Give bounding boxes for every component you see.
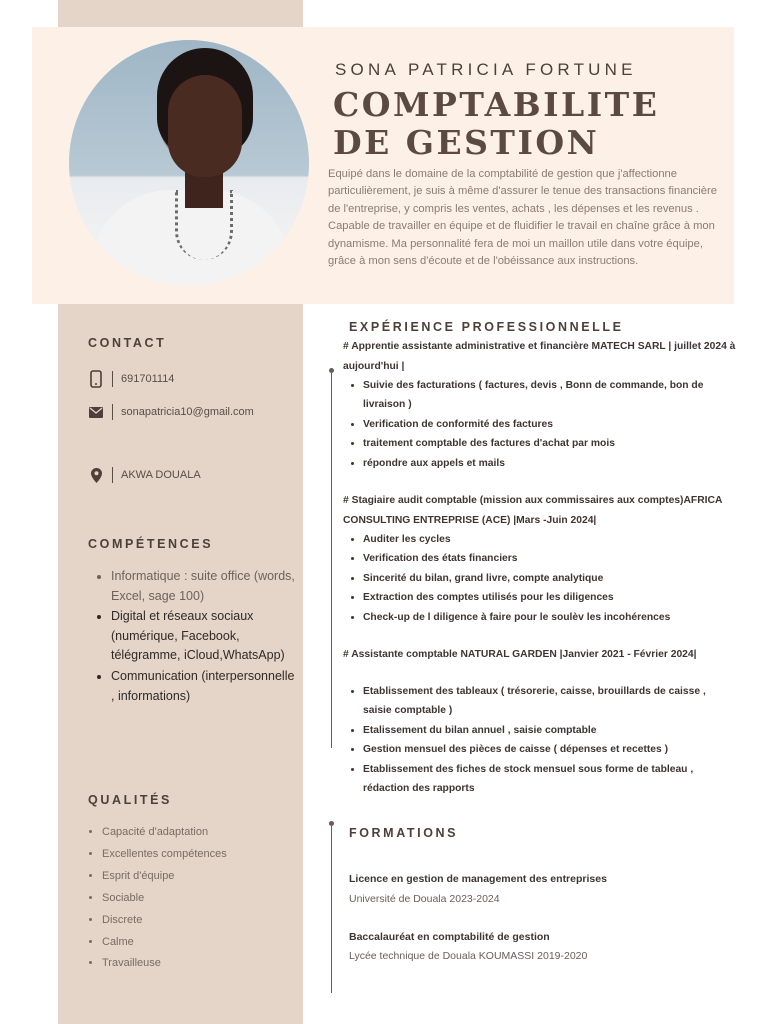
list-item: • Etablissement des fiches de stock mensuel sous forme de tableau , rédaction des rapports [363, 760, 735, 799]
person-name: SONA PATRICIA FORTUNE [335, 60, 637, 79]
list-item: • Gestion mensuel des pièces de caisse ( dépenses et recettes ) [363, 740, 735, 759]
profile-photo [69, 40, 309, 286]
list-item: • Etalissement du bilan annuel , saisie comptable [363, 721, 735, 740]
location-pin-icon [88, 468, 104, 483]
list-item: • Informatique : suite office (words, Excel, sage 100) [111, 567, 301, 606]
list-item: • Calme [102, 932, 227, 954]
skills-list [93, 567, 301, 707]
list-item: • Etablissement des tableaux ( trésorerie, caisse, brouillards de caisse , saisie comptable ) [363, 682, 735, 721]
formation-title: Baccalauréat en comptabilité de gestion [349, 931, 550, 943]
phone-number: 691701114 [121, 373, 175, 385]
location-text: AKWA DOUALA [121, 469, 201, 481]
list-item: • Esprit d'équipe [102, 866, 227, 888]
timeline-line-formations [331, 823, 332, 993]
list-item: • Extraction des comptes utilisés pour les diligences [363, 588, 735, 607]
contact-phone [88, 370, 174, 388]
job-tasks [346, 682, 735, 798]
formations-heading: FORMATIONS [349, 826, 459, 840]
list-item: • traitement comptable des factures d'achat par mois [363, 434, 735, 453]
list-item: • Suivie des facturations ( factures, devis , Bonn de commande, bon de livraison ) [363, 376, 735, 415]
list-item: • Auditer les cycles [363, 530, 735, 549]
list-item: • répondre aux appels et mails [363, 454, 735, 473]
list-item: • Sociable [102, 888, 227, 910]
qualities-heading: QUALITÉS [88, 793, 172, 807]
job-tasks [346, 376, 735, 473]
list-item: • Capacité d'adaptation [102, 822, 227, 844]
job-tasks [346, 530, 735, 627]
list-item: • Communication (interpersonnelle , informations) [111, 667, 301, 706]
timeline-line [331, 370, 332, 748]
contact-email [88, 404, 254, 420]
email-address: sonapatricia10@gmail.com [121, 406, 254, 418]
job-title: COMPTABILITE DE GESTION [333, 85, 660, 162]
experience-heading: EXPÉRIENCE PROFESSIONNELLE [349, 320, 624, 334]
formation-school: Université de Douala 2023-2024 [349, 893, 500, 905]
list-item: • Discrete [102, 910, 227, 932]
formation-school: Lycée technique de Douala KOUMASSI 2019-2020 [349, 950, 588, 962]
list-item: • Check-up de l diligence à faire pour le soulèv les incohérences [363, 608, 735, 627]
list-item: • Travailleuse [102, 953, 227, 975]
skills-heading: COMPÉTENCES [88, 537, 214, 551]
job-header: # Stagiaire audit comptable (mission aux commissaires aux comptes)AFRICA CONSULTING ENTREPRISE (ACE) |Mars -Juin 2024| [343, 495, 722, 526]
list-item: • Sincerité du bilan, grand livre, compte analytique [363, 569, 735, 588]
mail-icon [88, 407, 104, 418]
list-item: • Excellentes compétences [102, 844, 227, 866]
phone-icon [88, 370, 104, 388]
contact-location [88, 467, 201, 483]
list-item: • Verification des états financiers [363, 549, 735, 568]
list-item: • Digital et réseaux sociaux (numérique, Facebook, télégramme, iCloud,WhatsApp) [111, 607, 301, 666]
job-header: # Apprentie assistante administrative et financière MATECH SARL | juillet 2024 à aujourd'hui | [343, 341, 736, 372]
contact-heading: CONTACT [88, 336, 167, 350]
job-header: # Assistante comptable NATURAL GARDEN |Janvier 2021 - Février 2024| [343, 649, 697, 660]
list-item: • Verification de conformité des factures [363, 415, 735, 434]
qualities-list [88, 822, 227, 975]
profile-summary: Equipé dans le domaine de la comptabilité de gestion que j'affectionne particulièrement, je suis à même d'assurer le tenue des transactions financière de l'entreprise, y compris les ventes, achats , les dépenses et les revenus . Capable de travailler en équipe et de fluidifier le travail en chaîne grâce à mon dynamisme. Ma personnalité fera de moi un maillon utile dans votre équipe, grâce à mon sens d'écoute et de l'obéissance aux instructions. [328, 168, 717, 268]
formation-title: Licence en gestion de management des entreprises [349, 873, 607, 885]
